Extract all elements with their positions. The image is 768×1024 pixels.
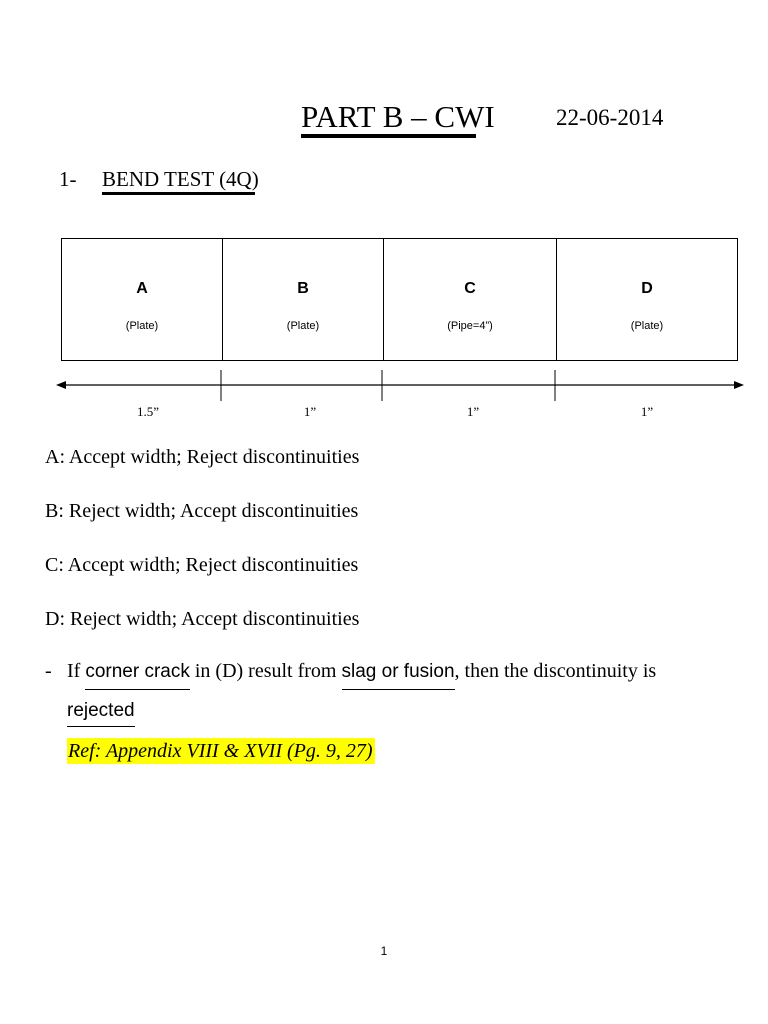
note-text: If	[67, 660, 86, 682]
note-term-slag-fusion: slag or fusion	[342, 659, 455, 690]
specimen-type: (Plate)	[125, 320, 159, 332]
dimension-label: 1”	[303, 404, 317, 419]
answer-line: C: Accept width; Reject discontinuities	[45, 554, 359, 576]
specimen-cell-c	[384, 239, 557, 360]
left-arrowhead-icon	[56, 381, 66, 389]
dimension-line	[55, 370, 745, 402]
specimen-table	[61, 238, 738, 361]
specimen-type: (Plate)	[286, 320, 320, 332]
note-bullet: -	[45, 660, 52, 682]
specimen-cell-b	[223, 239, 384, 360]
dimension-label: 1.5”	[136, 404, 160, 419]
specimen-cell-d	[557, 239, 737, 360]
specimen-type: (Pipe=4”)	[447, 320, 493, 332]
note-text: , then the discontinuity is	[454, 660, 657, 682]
question-title-underline	[102, 192, 255, 195]
answer-line: A: Accept width; Reject discontinuities	[45, 446, 360, 468]
specimen-letter: B	[297, 280, 309, 297]
specimen-letter: A	[136, 280, 148, 297]
specimen-type: (Plate)	[630, 320, 664, 332]
answer-line: B: Reject width; Accept discontinuities	[45, 500, 359, 522]
specimen-letter: C	[464, 280, 476, 297]
specimen-cell-a	[62, 239, 223, 360]
page-title: PART B – CWI	[301, 99, 495, 134]
dimension-label: 1”	[466, 404, 480, 419]
note-term-corner-crack: corner crack	[85, 659, 190, 690]
note-line	[45, 658, 656, 690]
question-title: BEND TEST (4Q)	[102, 167, 259, 191]
title-underline	[301, 134, 476, 138]
reference-highlight: Ref: Appendix VIII & XVII (Pg. 9, 27)	[68, 740, 373, 762]
note-text: in (D) result from	[189, 660, 342, 682]
document-date: 22-06-2014	[556, 105, 664, 130]
question-number: 1-	[59, 167, 77, 191]
dimension-label: 1”	[640, 404, 654, 419]
right-arrowhead-icon	[734, 381, 744, 389]
note-term-rejected: rejected	[67, 700, 135, 727]
answer-line: D: Reject width; Accept discontinuities	[45, 608, 360, 630]
specimen-letter: D	[641, 280, 653, 297]
page-number: 1	[380, 944, 388, 958]
note-continuation	[67, 700, 135, 727]
